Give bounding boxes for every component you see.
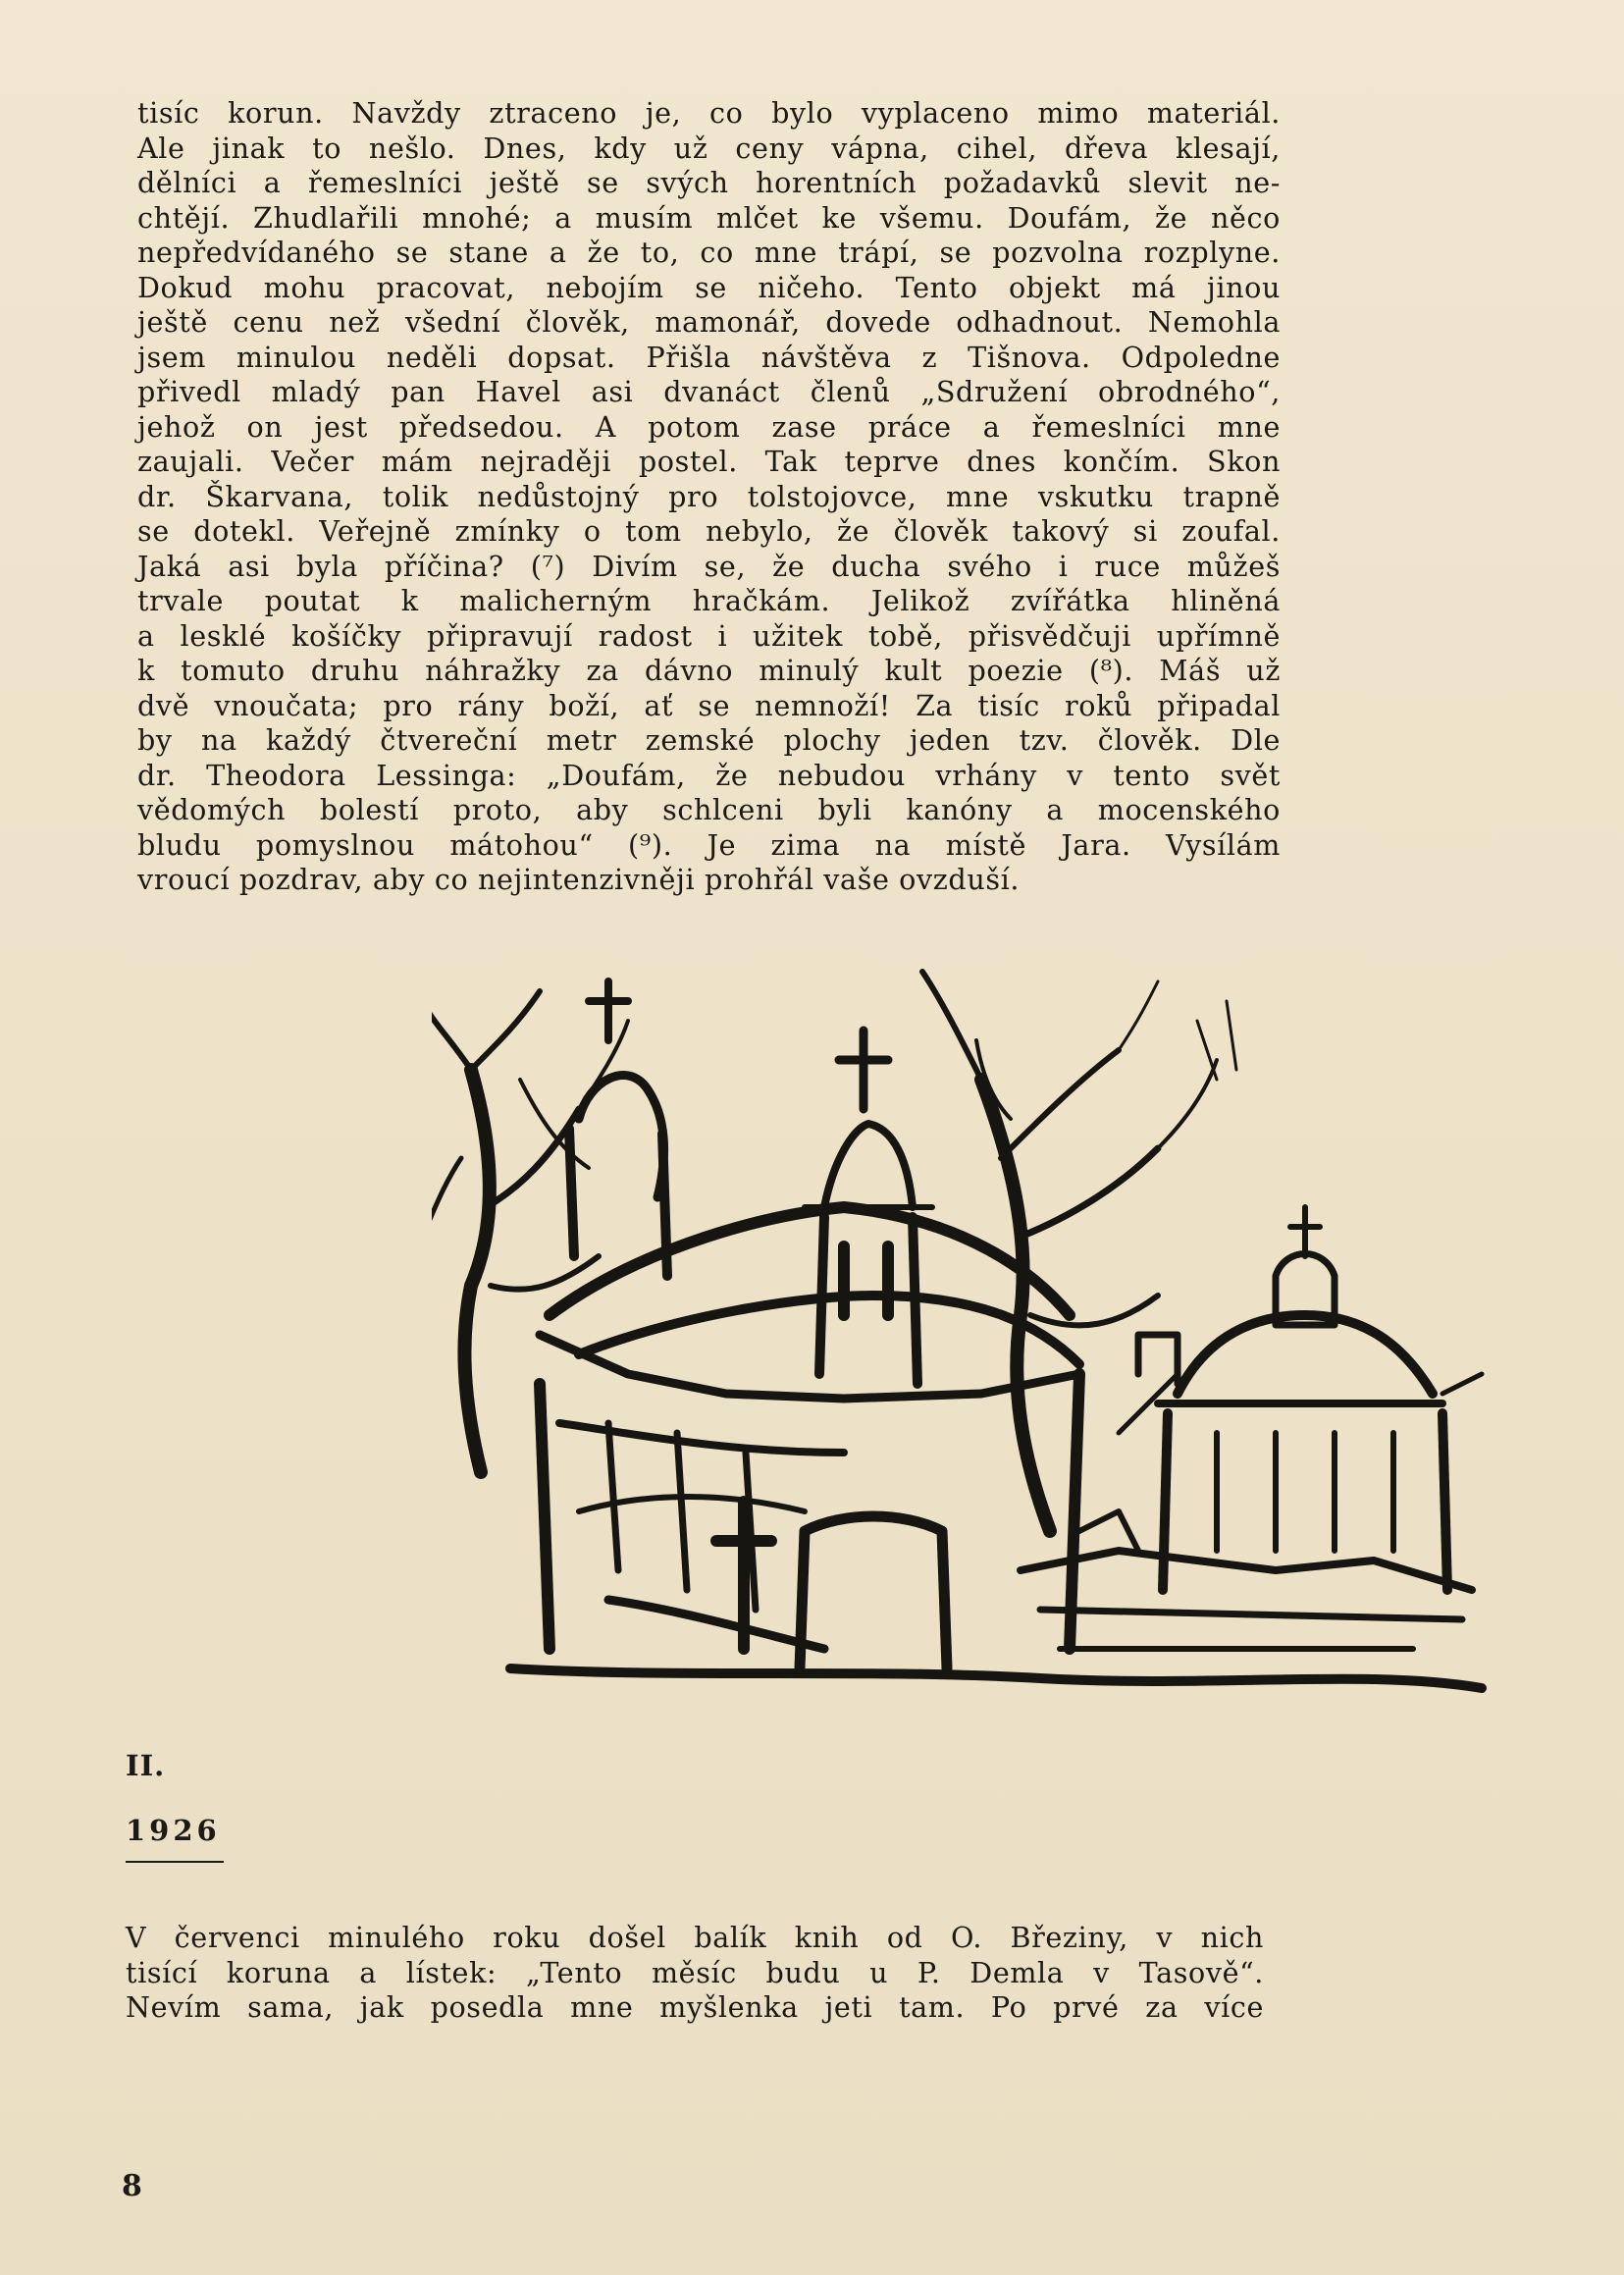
text-line: a lesklé košíčky připravují radost i užitek tobě, přisvědčuji upřímně <box>137 618 1281 653</box>
main-text-block <box>137 96 1281 898</box>
text-line: trvale poutat k malicherným hračkám. Jelikož zvířátka hliněná <box>137 584 1281 617</box>
text-line: Nevím sama, jak posedla mne myšlenka jeti tam. Po prvé za více <box>126 1990 1264 2024</box>
text-line: bludu pomyslnou mátohou“ (⁹). Je zima na místě Jara. Vysílám <box>137 827 1281 862</box>
text-line: by na každý čtvereční metr zemské plochy jeden tzv. člověk. Dle <box>137 723 1281 757</box>
church-sketch-illustration <box>432 962 1492 1727</box>
text-line: jsem minulou neděli dopsat. Přišla návštěva z Tišnova. Odpoledne <box>137 340 1281 374</box>
text-line: tisíc korun. Navždy ztraceno je, co bylo vyplaceno mimo materiál. <box>137 96 1281 130</box>
text-line: dělníci a řemeslníci ještě se svých horentních požadavků slevit ne- <box>137 166 1281 199</box>
text-line: dr. Theodora Lessinga: „Doufám, že nebudou vrhány v tento svět <box>137 758 1281 792</box>
text-line: vědomých bolestí proto, aby schlceni byli kanóny a mocenského <box>137 793 1281 826</box>
text-line: Ale jinak to nešlo. Dnes, kdy už ceny vápna, cihel, dřeva klesají, <box>137 131 1281 165</box>
text-line: Dokud mohu pracovat, nebojím se ničeho. Tento objekt má jinou <box>137 270 1281 304</box>
text-line: tisící koruna a lístek: „Tento měsíc budu u P. Demla v Tasově“. <box>126 1955 1264 1989</box>
text-line: zaujali. Večer mám nejraději postel. Tak teprve dnes končím. Skon <box>137 445 1281 478</box>
text-line: se dotekl. Veřejně zmínky o tom nebylo, že člověk takový si zoufal. <box>137 514 1281 548</box>
text-line: dvě vnoučata; pro rány boží, ať se nemnoží! Za tisíc roků připadal <box>137 688 1281 722</box>
text-line: Jaká asi byla příčina? (⁷) Divím se, že ducha svého i ruce můžeš <box>137 549 1281 583</box>
text-line: jehož on jest předsedou. A potom zase práce a řemeslníci mne <box>137 409 1281 444</box>
text-line: chtějí. Zhudlařili mnohé; a musím mlčet ke všemu. Doufám, že něco <box>137 200 1281 235</box>
text-line: přivedl mladý pan Havel asi dvanáct členů „Sdružení obrodného“, <box>137 375 1281 408</box>
text-line: k tomuto druhu náhražky za dávno minulý kult poezie (⁸). Máš už <box>137 654 1281 687</box>
section-text-block <box>126 1921 1264 2026</box>
text-line: vroucí pozdrav, aby co nejintenzivněji prohřál vaše ovzduší. <box>137 863 1021 896</box>
year-underline <box>126 1861 224 1863</box>
section-year: 1926 <box>126 1814 221 1847</box>
text-line: ještě cenu než všední člověk, mamonář, dovede odhadnout. Nemohla <box>137 305 1281 339</box>
text-line: V červenci minulého roku došel balík knih od O. Březiny, v nich <box>126 1921 1264 1954</box>
text-line: dr. Škarvana, tolik nedůstojný pro tolstojovce, mne vskutku trapně <box>137 479 1281 513</box>
section-number: II. <box>126 1749 166 1782</box>
text-line: nepředvídaného se stane a že to, co mne trápí, se pozvolna rozplyne. <box>137 236 1281 269</box>
page-number: 8 <box>122 2169 142 2203</box>
